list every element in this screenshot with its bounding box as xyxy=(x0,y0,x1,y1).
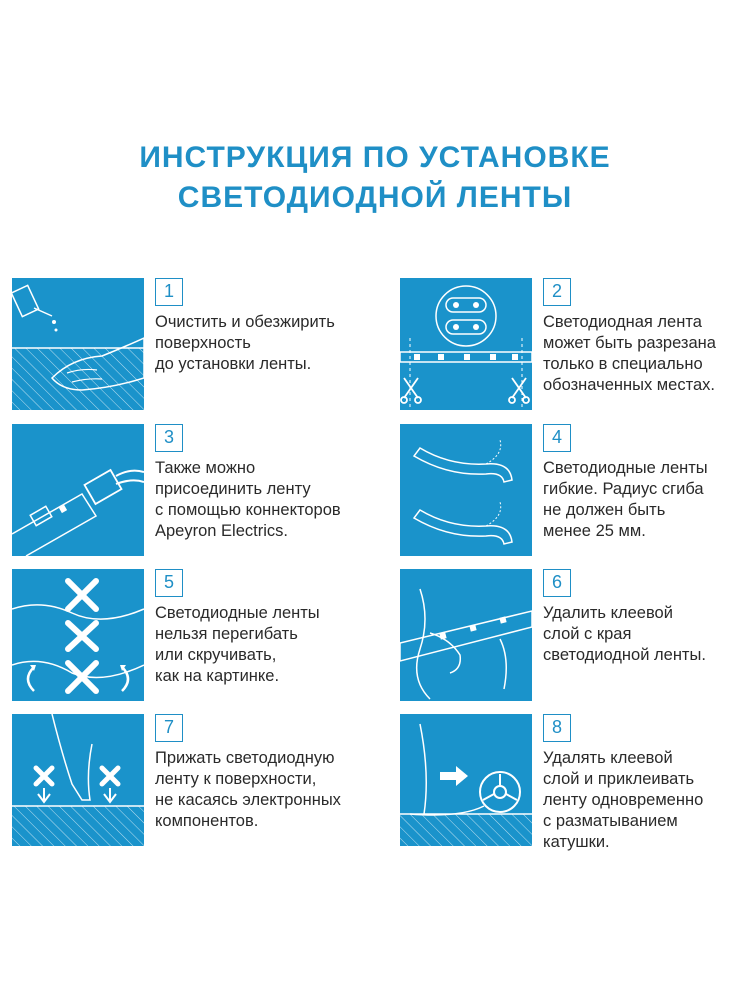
bend-radius-icon xyxy=(400,424,532,556)
page-title xyxy=(0,138,750,218)
step-7-text: Прижать светодиодную ленту к поверхности, не касаясь электронных компонентов. xyxy=(155,749,341,830)
step-2-number: 2 xyxy=(543,278,571,306)
cut-strip-icon xyxy=(400,278,532,410)
title-line-2: СВЕТОДИОДНОЙ ЛЕНТЫ xyxy=(177,181,573,214)
step-8-number: 8 xyxy=(543,714,571,742)
step-6-number: 6 xyxy=(543,569,571,597)
step-1-text: Очистить и обезжирить поверхность до установки ленты. xyxy=(155,313,335,373)
step-5-text: Светодиодные ленты нельзя перегибать или скручивать, как на картинке. xyxy=(155,604,320,685)
step-5 xyxy=(12,569,377,704)
step-6-text: Удалить клеевой слой с края светодиодной ленты. xyxy=(543,604,706,664)
title-line-1: ИНСТРУКЦИЯ ПО УСТАНОВКЕ xyxy=(139,141,611,174)
step-7 xyxy=(12,714,377,849)
step-6 xyxy=(400,569,750,704)
step-1-number: 1 xyxy=(155,278,183,306)
step-5-illustration xyxy=(12,569,144,701)
step-8-text: Удалять клеевой слой и приклеивать ленту одновременно с разматыванием катушки. xyxy=(543,749,704,851)
step-3-illustration xyxy=(12,424,144,556)
step-2-illustration xyxy=(400,278,532,410)
no-bend-icon xyxy=(12,569,144,701)
step-4-number: 4 xyxy=(543,424,571,452)
peel-adhesive-icon xyxy=(400,569,532,701)
step-8 xyxy=(400,714,750,849)
step-2-text: Светодиодная лента может быть разрезана только в специально обозначенных местах. xyxy=(543,313,716,394)
step-7-number: 7 xyxy=(155,714,183,742)
cleaning-hand-icon xyxy=(12,278,144,410)
unroll-reel-icon xyxy=(400,714,532,846)
step-6-illustration xyxy=(400,569,532,701)
press-strip-icon xyxy=(12,714,144,846)
step-3 xyxy=(12,424,377,559)
cross-mark-icon xyxy=(36,768,118,784)
step-4 xyxy=(400,424,750,559)
cross-mark-icon xyxy=(68,581,96,691)
step-4-text: Светодиодные ленты гибкие. Радиус сгиба не должен быть менее 25 мм. xyxy=(543,459,708,540)
step-2 xyxy=(400,278,750,413)
scissors-icon xyxy=(401,378,529,403)
step-3-number: 3 xyxy=(155,424,183,452)
step-3-text: Также можно присоединить ленту с помощью коннекторов Apeyron Electrics. xyxy=(155,459,341,540)
connector-icon xyxy=(12,424,144,556)
step-5-number: 5 xyxy=(155,569,183,597)
arrow-right-icon xyxy=(440,766,468,786)
step-4-illustration xyxy=(400,424,532,556)
step-1-illustration xyxy=(12,278,144,410)
step-1 xyxy=(12,278,377,413)
step-7-illustration xyxy=(12,714,144,846)
step-8-illustration xyxy=(400,714,532,846)
